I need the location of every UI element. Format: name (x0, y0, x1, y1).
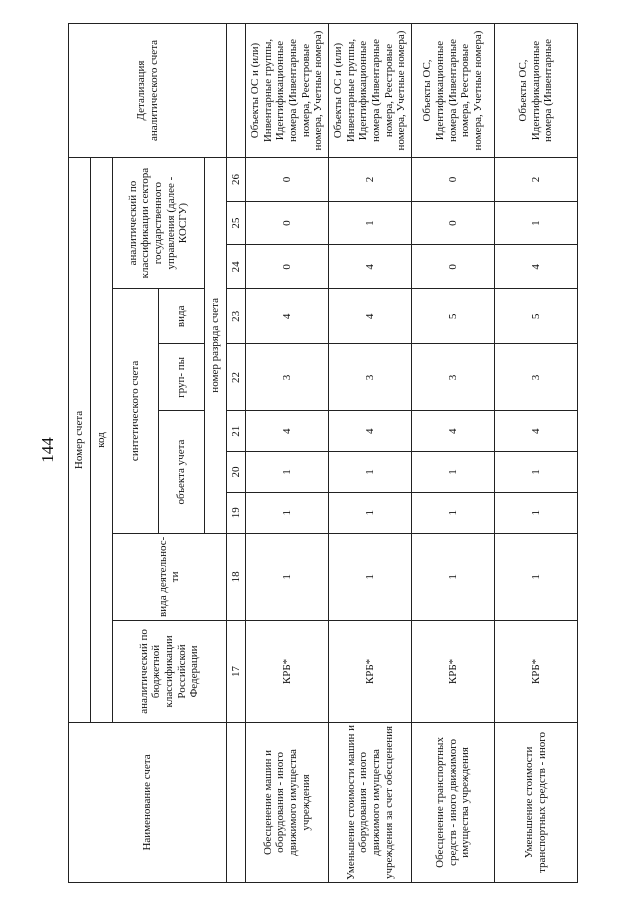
document-area (68, 23, 578, 883)
row-c20: 1 (246, 452, 329, 493)
row-c23: 5 (412, 289, 495, 344)
col-number: 18 (227, 533, 246, 620)
col-number: 25 (227, 201, 246, 245)
table-row (329, 24, 412, 883)
table-row (412, 24, 495, 883)
col-number: 26 (227, 158, 246, 202)
row-name: Обесценение транспортных средств - иного движимого имущества учреждения (412, 722, 495, 882)
col-number: 19 (227, 492, 246, 533)
row-c22: 3 (246, 344, 329, 411)
header-analytic-budget: аналитический по бюджетной классификации Российской Федерации (112, 621, 226, 723)
row-c26: 0 (412, 158, 495, 202)
col-number: 22 (227, 344, 246, 411)
row-c20: 1 (329, 452, 412, 493)
row-kbk: КРБ* (246, 621, 329, 723)
row-name: Уменьшение стоимости транспортных средств - иного (495, 722, 578, 882)
row-activity: 1 (412, 533, 495, 620)
row-detail: Объекты ОС, Идентификационные номера (Инвентарные (495, 24, 578, 158)
row-c23: 5 (495, 289, 578, 344)
table-row (246, 24, 329, 883)
row-detail: Объекты ОС и (или) Инвентарные группы, Идентификационные номера (Инвентарные номера, Реестровые номера, Учетные номера) (329, 24, 412, 158)
row-c25: 1 (329, 201, 412, 245)
row-c21: 4 (329, 411, 412, 452)
row-kbk: КРБ* (412, 621, 495, 723)
row-c25: 0 (412, 201, 495, 245)
header-detail: Детализация аналитического счета (69, 24, 227, 158)
row-kbk: КРБ* (329, 621, 412, 723)
row-c26: 0 (246, 158, 329, 202)
header-analytic-kosgu: аналитический по классификации сектора государственного управления (далее - КОСГУ) (112, 158, 204, 289)
header-group: груп- пы (158, 344, 204, 411)
col-number: 24 (227, 245, 246, 289)
col-number: 20 (227, 452, 246, 493)
row-activity: 1 (246, 533, 329, 620)
row-c26: 2 (495, 158, 578, 202)
row-name: Уменьшение стоимости машин и оборудования - иного движимого имущества учреждения за счет обесценения (329, 722, 412, 882)
row-c22: 3 (495, 344, 578, 411)
row-c21: 4 (246, 411, 329, 452)
row-c24: 4 (329, 245, 412, 289)
row-c23: 4 (246, 289, 329, 344)
accounts-table (68, 23, 578, 883)
row-c21: 4 (412, 411, 495, 452)
header-activity-type: вида деятельнос- ти (112, 533, 226, 620)
row-c20: 1 (495, 452, 578, 493)
row-c22: 3 (412, 344, 495, 411)
col-number-empty (227, 24, 246, 158)
row-kbk: КРБ* (495, 621, 578, 723)
row-c25: 0 (246, 201, 329, 245)
page-number: 144 (38, 437, 57, 463)
row-detail: Объекты ОС и (или) Инвентарные группы, Идентификационные номера (Инвентарные номера, Реестровые номера, Учетные номера) (246, 24, 329, 158)
header-account-number: Номер счета (69, 158, 91, 723)
header-code: код (90, 158, 112, 723)
header-kind: вида (158, 289, 204, 344)
row-activity: 1 (329, 533, 412, 620)
row-c19: 1 (246, 492, 329, 533)
row-c19: 1 (412, 492, 495, 533)
row-c21: 4 (495, 411, 578, 452)
row-activity: 1 (495, 533, 578, 620)
row-c19: 1 (495, 492, 578, 533)
row-c25: 1 (495, 201, 578, 245)
row-c20: 1 (412, 452, 495, 493)
header-digit-number: номер разряда счета (205, 158, 227, 534)
row-c22: 3 (329, 344, 412, 411)
row-c24: 4 (495, 245, 578, 289)
header-name: Наименование счета (69, 722, 227, 882)
header-synthetic: синтетического счета (112, 289, 158, 534)
row-c24: 0 (412, 245, 495, 289)
row-c24: 0 (246, 245, 329, 289)
row-c19: 1 (329, 492, 412, 533)
row-detail: Объекты ОС, Идентификационные номера (Инвентарные номера, Реестровые номера, Учетные номера) (412, 24, 495, 158)
col-number: 21 (227, 411, 246, 452)
row-c26: 2 (329, 158, 412, 202)
col-number: 23 (227, 289, 246, 344)
col-number-empty (227, 722, 246, 882)
table-row (495, 24, 578, 883)
col-number: 17 (227, 621, 246, 723)
row-name: Обесценение машин и оборудования - иного движимого имущества учреждения (246, 722, 329, 882)
header-object: объекта учета (158, 411, 204, 533)
row-c23: 4 (329, 289, 412, 344)
rotated-table-container (68, 23, 578, 883)
